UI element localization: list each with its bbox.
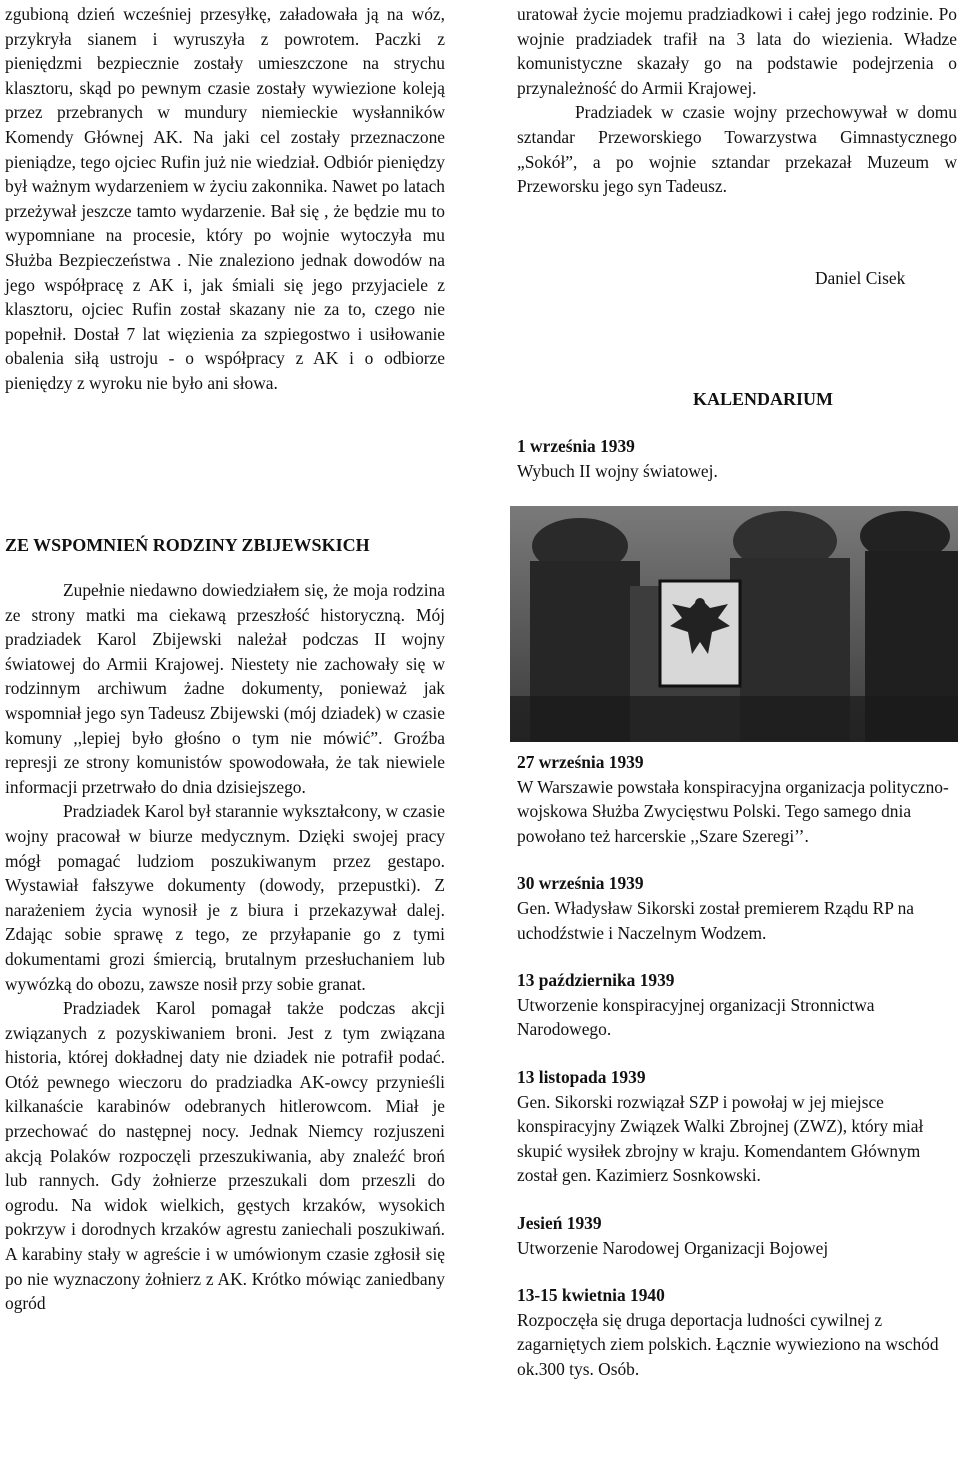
author-signature: Daniel Cisek <box>815 268 906 288</box>
top-right-column <box>517 2 957 199</box>
section-title: ZE WSPOMNIEŃ RODZINY ZBIJEWSKICH <box>5 535 370 555</box>
entry-text: Rozpoczęła się druga deportacja ludności cywilnej z zagarniętych ziem polskich. Łącznie wywieziono na wschód ok.300 tys. Osób. <box>517 1309 939 1379</box>
kalendarium-first-entry <box>517 434 957 483</box>
memoir-column <box>5 578 445 1316</box>
top-left-column <box>5 2 445 396</box>
banner-paragraph: Pradziadek w czasie wojny przechowywał w domu sztandar Przeworskiego Towarzystwa Gimnastycznego „Sokół”, a po wojnie sztandar przekazał Muzeum w Przeworsku jego syn Tadeusz. <box>517 102 957 197</box>
entry-date: 13-15 kwietnia 1940 <box>517 1285 665 1306</box>
entry-date: 13 listopada 1939 <box>517 1066 646 1087</box>
calendar-entry <box>517 1283 957 1381</box>
memoir-paragraph-2: Pradziadek Karol był starannie wykształcony, w czasie wojny pracował w biurze medycznym. Dzięki swojej pracy mógł pomagać ludziom poszukiwanym przez gestapo. Wystawiał fałszywe dokumenty (dowody, przepustki). Z narażeniem życia wynosił je z biura i przekazywał dalej. Zdając sobie sprawę z tego, ze przyłapanie go z tymi dokumentami grozi śmiercią, brutalnym przesłuchaniem lub wywózką do obozu, zawsze nosił przy sobie granat. <box>5 801 445 994</box>
calendar-entry <box>517 1065 957 1188</box>
entry-date: 30 września 1939 <box>517 873 644 894</box>
entry-text: Utworzenie konspiracyjnej organizacji Stronnictwa Narodowego. <box>517 994 875 1040</box>
memoir-paragraph-3: Pradziadek Karol pomagał także podczas akcji związanych z pozyskiwaniem broni. Jest z tym związana historia, której dokładnej daty nie dziadek nie potrafił podać. Otóż pewnego wieczoru do pradziadka AK-owcy przynieśli kilkanaście karabinów odebranych hitlerowcom. Miał je przechować do następnej nocy. Jednak Niemcy rozjuszeni akcją Polaków rozpoczęli przeszukiwania, aby znaleźć broń lub rannych. Gdy żołnierze przeszukali dom przeszli do ogrodu. Na widok wielkich, gęstych krzaków, wysokich pokrzyw i dorodnych krzaków agrestu zaniechali poszukiwań. A karabiny stały w agreście i w umówionym czasie zgłosił się po nie wyznaczony żołnierz z AK. Krótko mówiąc zaniedbany ogród <box>5 998 445 1314</box>
memoir-paragraph-1: Zupełnie niedawno dowiedziałem się, że moja rodzina ze strony matki ma ciekawą przeszłość historyczną. Mój pradziadek Karol Zbijewski należał podczas II wojny światowej do Armii Krajowej. Niestety nie zachowały się w rodzinnym archiwum żadne dokumenty, ponieważ jak wspomniał jego syn Tadeusz Zbijewski (mój dziadek) w czasie komuny ,,lepiej było głośno o tym nie mówić”. Groźba represji ze strony komunistów spowodowała, że tak niewiele informacji przetrwało do dnia dzisiejszego. <box>5 580 445 797</box>
calendar-entry <box>517 871 957 945</box>
entry-text: Gen. Władysław Sikorski został premierem Rządu RP na uchodźstwie i Naczelnym Wodzem. <box>517 897 915 943</box>
entry-date: 1 września 1939 <box>517 436 635 456</box>
kalendarium-list <box>517 750 957 1404</box>
entry-date: 27 września 1939 <box>517 752 644 772</box>
kalendarium-heading: KALENDARIUM <box>693 389 834 409</box>
story-end-paragraph: uratował życie mojemu pradziadkowi i całej jego rodzinie. Po wojnie pradziadek trafił na 3 lata do wiezienia. Władze komunistyczne skazały go na podstawie podejrzenia o przynależność do Armii Krajowej. <box>517 4 957 98</box>
entry-date: Jesień 1939 <box>517 1212 602 1233</box>
calendar-entry <box>517 750 957 848</box>
calendar-entry <box>517 968 957 1042</box>
entry-text: W Warszawie powstała konspiracyjna organizacja polityczno-wojskowa Służba Zwycięstwu Polski. Tego samego dnia powołano też harcerskie ,,Szare Szeregi’’. <box>517 776 949 846</box>
calendar-entry <box>517 1211 957 1260</box>
historical-photo <box>510 506 958 742</box>
entry-text: Gen. Sikorski rozwiązał SZP i powołaj w jej miejsce konspiracyjny Związek Walki Zbrojnej (ZWZ), który miał skupić wysiłek zbrojny w kraju. Komendantem Głównym został gen. Kazimierz Sosnkowski. <box>517 1091 924 1186</box>
soldiers-with-eagle-emblem-photo <box>510 506 958 742</box>
entry-date: 13 października 1939 <box>517 970 675 991</box>
entry-text: Wybuch II wojny światowej. <box>517 460 718 481</box>
article-continuation-paragraph: zgubioną dzień wcześniej przesyłkę, załadowała ją na wóz, przykryła sianem i wyruszyła z powrotem. Paczki z pieniędzmi bezpiecznie zostały umieszczone na strychu klasztoru, skąd po pewnym czasie zostały wywiezione koleją przez przebranych w mundury niemieckie wysłanników Komendy Głównej AK. Na jaki cel zostały przeznaczone pieniądze, tego ojciec Rufin już nie wiedział. Odbiór pieniędzy był ważnym wydarzeniem w życiu zakonnika. Nawet po latach przeżywał jeszcze tamto wydarzenie. Bał się , że będzie mu to wypomniane na procesie, który po wojnie wytoczyła mu Służba Bezpieczeństwa . Nie znaleziono jednak dowodów na jego współpracę z AK i, jak śmiali się jego przyjaciele z klasztoru, ojciec Rufin został skazany nie za to, czego nie popełnił. Dostał 7 lat więzienia za szpiegostwo i usiłowanie obalenia siłą ustroju - o współpracy z AK i o odbiorze pieniędzy z wyroku nie było ani słowa. <box>5 4 445 393</box>
entry-text: Utworzenie Narodowej Organizacji Bojowej <box>517 1237 829 1258</box>
